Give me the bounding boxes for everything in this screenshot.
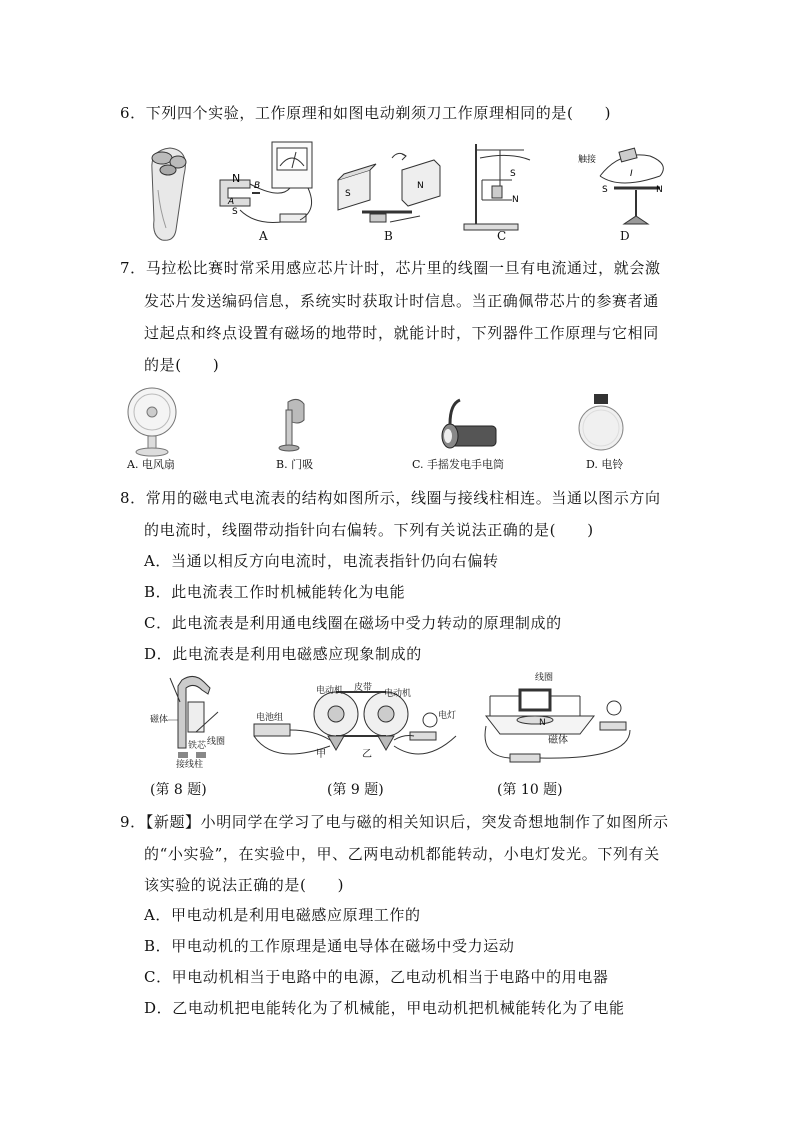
q6-figures [140, 140, 680, 248]
hand-crank-flashlight-image [442, 400, 496, 448]
electric-fan-image [128, 388, 176, 456]
q9-choice-a: A．甲电动机是利用电磁感应原理工作的 [144, 906, 421, 924]
q8-choice-d: D．此电流表是利用电磁感应现象制成的 [144, 645, 422, 663]
q8-choice-b: B．此电流表工作时机械能转化为电能 [144, 583, 406, 601]
q6b-s-label: S [345, 189, 351, 199]
q6d-n-label: N [656, 185, 663, 195]
q6-label-c: C [497, 229, 507, 243]
figure-9-caption: (第 9 题) [327, 782, 384, 798]
q9-line-3: 该实验的说法正确的是( ) [144, 876, 345, 894]
q7-option-c: C. 手摇发电手电筒 [412, 458, 505, 471]
q8-line-2: 的电流时，线圈带动指针向右偏转。下列有关说法正确的是( ) [144, 521, 594, 539]
q8-choice-a: A．当通以相反方向电流时，电流表指针仍向右偏转 [144, 552, 499, 570]
figure-10 [480, 670, 650, 774]
door-stop-image [279, 399, 304, 451]
f9-battery-label: 电池组 [256, 713, 284, 723]
q6a-s-label: S [232, 207, 238, 217]
electric-shaver-image [152, 148, 186, 240]
q7-figure-row [120, 386, 640, 458]
f10-coil-label: 线圈 [535, 673, 554, 683]
q7-option-b: B. 门吸 [276, 458, 314, 471]
two-motors-belt-diagram [244, 680, 464, 770]
f8-post-label: 接线柱 [176, 760, 204, 770]
q9-line-2: 的“小实验”，在实验中，甲、乙两电动机都能转动，小电灯发光。下列有关 [144, 845, 660, 863]
q7-line-3: 过起点和终点设置有磁场的地带时，就能计时，下列器件工作原理与它相同 [144, 324, 659, 342]
figure-9 [244, 680, 464, 770]
q6-label-b: B [384, 229, 393, 243]
q8-line-1: 8．常用的磁电式电流表的结构如图所示，线圈与接线柱相连。当通以图示方向 [120, 489, 661, 507]
electric-bell-image [579, 394, 623, 450]
q6d-s-label: S [602, 185, 608, 195]
q7-option-a: A. 电风扇 [127, 458, 175, 471]
q7-line-2: 发芯片发送编码信息，系统实时获取计时信息。当正确佩带芯片的参赛者通 [144, 292, 659, 310]
f8-coil-label: 线圈 [207, 737, 226, 747]
q6-figure-c [464, 144, 530, 230]
f8-core-label: 铁芯 [188, 741, 207, 751]
figure-10-caption: (第 10 题) [497, 782, 563, 798]
q6-figure-d [600, 148, 663, 224]
q6a-n-label: N [232, 172, 241, 185]
q6-figure-row [140, 140, 680, 248]
q6b-n-label: N [417, 181, 424, 191]
q6a-a-label: A [228, 197, 235, 207]
q9-choice-d: D．乙电动机把电能转化为了机械能，甲电动机把机械能转化为了电能 [144, 999, 625, 1017]
q6-stem: 6．下列四个实验，工作原理和如图电动剃须刀工作原理相同的是( ) [120, 104, 612, 122]
f9-yi-label: 乙 [362, 749, 372, 760]
q9-choice-c: C．甲电动机相当于电路中的电源，乙电动机相当于电路中的用电器 [144, 968, 609, 986]
q8-choice-c: C．此电流表是利用通电线圈在磁场中受力转动的原理制成的 [144, 614, 562, 632]
figure-8-caption: (第 8 题) [150, 782, 207, 798]
f9-motor1-label: 电动机 [316, 686, 344, 696]
q6-label-d: D [620, 229, 630, 243]
f9-jia-label: 甲 [316, 749, 326, 760]
f9-belt-label: 皮带 [354, 683, 373, 693]
f9-motor2-label: 电动机 [384, 689, 412, 699]
q7-option-d: D. 电铃 [586, 458, 624, 471]
q6d-touch-label: 触接 [578, 155, 597, 165]
coil-magnet-circuit-diagram [480, 670, 650, 774]
q6c-s-label: S [510, 169, 516, 179]
q6-label-a: A [259, 229, 268, 243]
q9-choice-b: B．甲电动机的工作原理是通电导体在磁场中受力运动 [144, 937, 515, 955]
f10-magnet-label: 磁体 [548, 735, 568, 746]
f8-magnet-label: 磁体 [150, 715, 169, 725]
f10-n-label: N [539, 718, 546, 728]
f9-lamp-label: 电灯 [438, 711, 457, 721]
q7-figures [120, 386, 640, 458]
q7-line-4: 的是( ) [144, 356, 220, 374]
q6a-b-label: B [254, 181, 261, 191]
q6c-n-label: N [512, 195, 519, 205]
q6d-i-label: I [630, 169, 633, 179]
q9-line-1: 9．【新题】小明同学在学习了电与磁的相关知识后，突发奇想地制作了如图所示 [120, 813, 669, 831]
q6-figure-b [338, 153, 440, 222]
q7-line-1: 7．马拉松比赛时常采用感应芯片计时，芯片里的线圈一旦有电流通过，就会激 [120, 259, 661, 277]
